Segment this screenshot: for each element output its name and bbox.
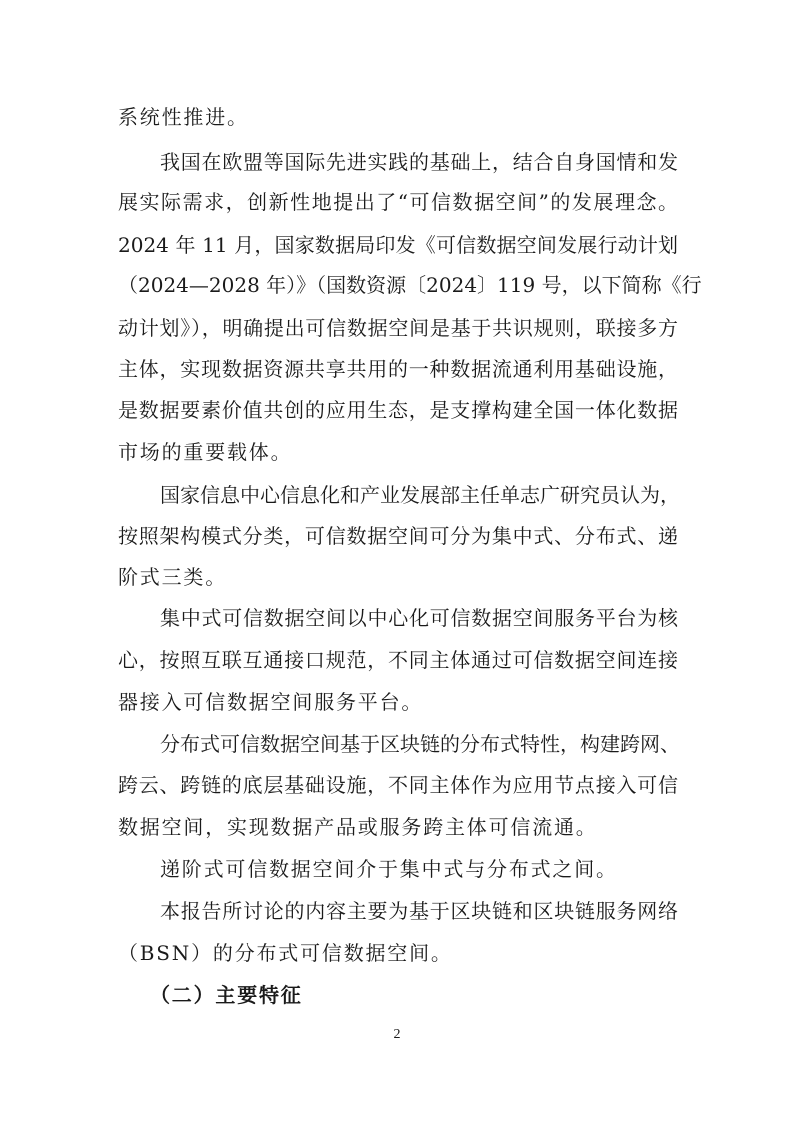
section-heading: （二）主要特征 [150, 983, 303, 1007]
page-number: 2 [393, 1027, 401, 1042]
paragraph-line: 心，按照互联互通接口规范，不同主体通过可信数据空间连接 [118, 648, 678, 672]
paragraph-line: 本报告所讨论的内容主要为基于区块链和区块链服务网络 [160, 899, 678, 923]
paragraph-line: 我国在欧盟等国际先进实践的基础上，结合自身国情和发 [160, 150, 678, 174]
paragraph-line: 2024 年 11 月，国家数据局印发《可信数据空间发展行动计划 [118, 233, 678, 257]
paragraph-line: 国家信息中心信息化和产业发展部主任单志广研究员认为， [160, 483, 680, 507]
paragraph-line: （BSN）的分布式可信数据空间。 [118, 941, 453, 965]
paragraph-line: 动计划》），明确提出可信数据空间是基于共识规则，联接多方 [118, 316, 678, 340]
paragraph-line: 按照架构模式分类，可信数据空间可分为集中式、分布式、递 [118, 524, 678, 548]
paragraph-line: 市场的重要载体。 [118, 440, 293, 464]
paragraph-line: 系统性推进。 [118, 105, 249, 129]
paragraph-line: 主体，实现数据资源共享共用的一种数据流通利用基础设施， [118, 357, 678, 381]
paragraph-line: 集中式可信数据空间以中心化可信数据空间服务平台为核 [160, 606, 678, 630]
paragraph-line: （2024—2028 年）》（国数资源〔2024〕119 号，以下简称《行 [118, 273, 702, 297]
paragraph-line: 是数据要素价值共创的应用生态，是支撑构建全国一体化数据 [118, 398, 678, 422]
paragraph-line: 跨云、跨链的底层基础设施，不同主体作为应用节点接入可信 [118, 773, 678, 797]
paragraph-line: 递阶式可信数据空间介于集中式与分布式之间。 [160, 857, 618, 881]
paragraph-line: 器接入可信数据空间服务平台。 [118, 690, 424, 714]
paragraph-line: 展实际需求，创新性地提出了“可信数据空间”的发展理念。 [118, 190, 678, 214]
paragraph-line: 阶式三类。 [118, 565, 227, 589]
paragraph-line: 分布式可信数据空间基于区块链的分布式特性，构建跨网、 [160, 732, 680, 756]
paragraph-line: 数据空间，实现数据产品或服务跨主体可信流通。 [118, 815, 598, 839]
